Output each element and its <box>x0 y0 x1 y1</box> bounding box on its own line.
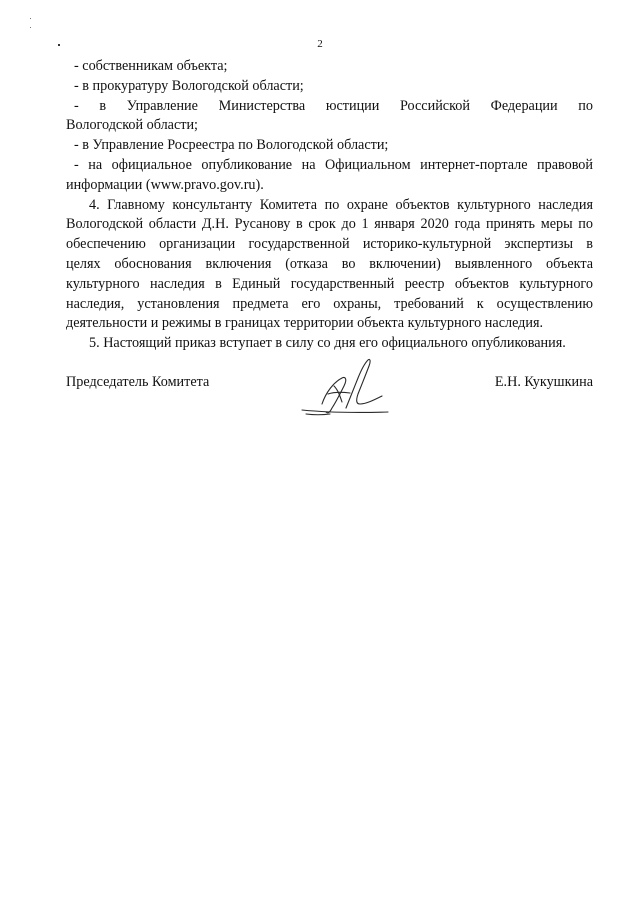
document-line: 4. Главному консультанту Комитета по охране объектов культурного наследия <box>89 196 593 213</box>
document-line: обеспечению организации государственной историко-культурной экспертизы в <box>66 236 593 253</box>
document-line: Вологодской области Д.Н. Русанову в срок до 1 января 2020 года принять меры по <box>66 216 593 233</box>
scan-speck <box>30 18 31 19</box>
document-line: информации (www.pravo.gov.ru). <box>66 176 264 193</box>
document-line: - в Управление Росреестра по Вологодской области; <box>74 137 389 154</box>
page-number: 2 <box>317 38 323 50</box>
signature-block <box>66 372 593 432</box>
document-line: 5. Настоящий приказ вступает в силу со дня его официального опубликования. <box>89 335 566 352</box>
document-line: - в Управление Министерства юстиции Российской Федерации по <box>74 97 593 114</box>
document-line: - на официальное опубликование на Официальном интернет-портале правовой <box>74 156 593 173</box>
document-line: наследия, установления предмета его охраны, требований к осуществлению <box>66 295 593 312</box>
document-line: Вологодской области; <box>66 117 198 134</box>
scan-speck <box>30 27 31 28</box>
signatory-name: Е.Н. Кукушкина <box>494 374 593 390</box>
document-line: - собственникам объекта; <box>74 58 228 74</box>
signatory-title: Председатель Комитета <box>66 374 210 390</box>
document-line: культурного наследия в Единый государственный реестр объектов культурного <box>66 275 593 292</box>
document-line: - в прокуратуру Вологодской области; <box>74 77 304 94</box>
document-line: целях обоснования включения (отказа во включении) выявленного объекта <box>66 255 593 272</box>
document-body <box>66 57 593 354</box>
handwritten-signature <box>292 352 412 422</box>
document-line: деятельности и режимы в границах территории объекта культурного наследия. <box>66 315 544 332</box>
